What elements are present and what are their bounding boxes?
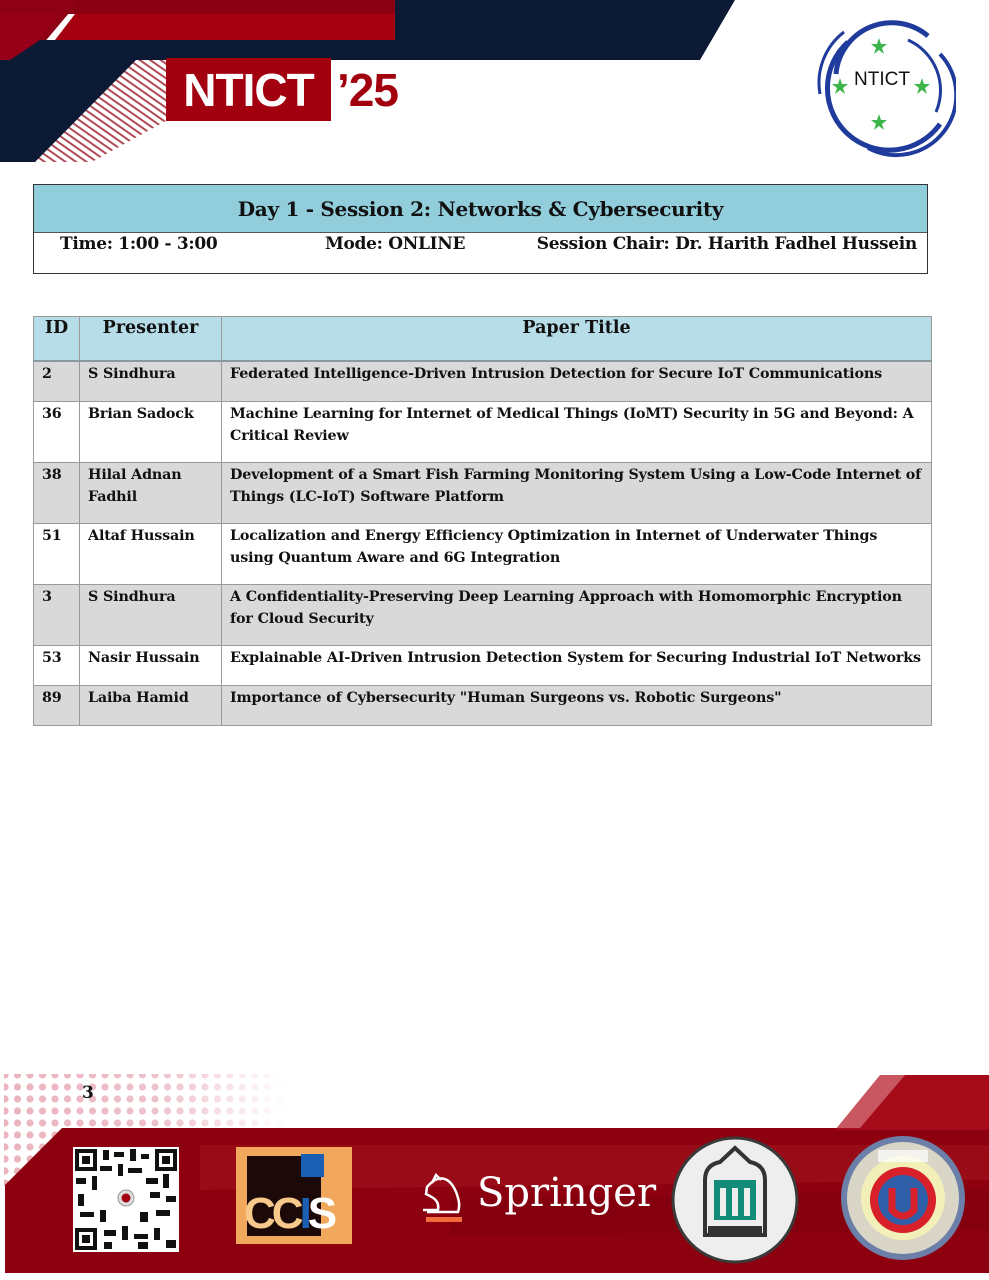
table-header-row	[34, 317, 932, 362]
presenter-name: Brian Sadock	[80, 402, 222, 463]
presenter-name: S Sindhura	[80, 585, 222, 646]
column-header-id: ID	[34, 317, 80, 362]
column-header-presenter: Presenter	[80, 317, 222, 362]
brand-name: NTICT	[183, 63, 314, 116]
paper-title: Machine Learning for Internet of Medical Things (IoMT) Security in 5G and Beyond: A Critical Review	[222, 402, 932, 463]
springer-wordmark: Springer	[477, 1170, 657, 1216]
brand-logo-box	[166, 58, 331, 121]
paper-id: 89	[34, 686, 80, 726]
session-chair: Session Chair: Dr. Harith Fadhel Hussein	[536, 234, 917, 254]
brand-year: ’25	[337, 63, 398, 116]
university-emblem-icon	[673, 1138, 797, 1262]
table-row	[34, 585, 932, 646]
presenter-name: Laiba Hamid	[80, 686, 222, 726]
session-mode: Mode: ONLINE	[325, 234, 466, 254]
paper-id: 38	[34, 463, 80, 524]
presenter-name: S Sindhura	[80, 361, 222, 402]
paper-id: 53	[34, 646, 80, 686]
qr-code-icon	[73, 1147, 179, 1252]
session-time: Time: 1:00 - 3:00	[60, 234, 218, 254]
ccis-i: I	[299, 1189, 308, 1238]
paper-id: 36	[34, 402, 80, 463]
table-row	[34, 463, 932, 524]
table-row	[34, 686, 932, 726]
table-row	[34, 361, 932, 402]
presenter-name: Altaf Hussain	[80, 524, 222, 585]
table-row	[34, 402, 932, 463]
star-icon	[871, 38, 887, 54]
paper-id: 2	[34, 361, 80, 402]
page-number: 3	[82, 1083, 94, 1103]
paper-title: Importance of Cybersecurity "Human Surgeons vs. Robotic Surgeons"	[222, 686, 932, 726]
session-meta	[34, 233, 927, 273]
paper-title: A Confidentiality-Preserving Deep Learning Approach with Homomorphic Encryption for Cloud Security	[222, 585, 932, 646]
ccis-wordmark	[244, 1189, 334, 1238]
session-title: Day 1 - Session 2: Networks & Cybersecurity	[34, 185, 927, 233]
presenter-name: Hilal Adnan Fadhil	[80, 463, 222, 524]
paper-title: Explainable AI-Driven Intrusion Detection System for Securing Industrial IoT Networks	[222, 646, 932, 686]
table-row	[34, 646, 932, 686]
presenter-name: Nasir Hussain	[80, 646, 222, 686]
paper-id: 3	[34, 585, 80, 646]
paper-title: Localization and Energy Efficiency Optimization in Internet of Underwater Things using Quantum Aware and 6G Integration	[222, 524, 932, 585]
papers-table	[33, 316, 932, 726]
paper-id: 51	[34, 524, 80, 585]
column-header-title: Paper Title	[222, 317, 932, 362]
logo-wordmark: NTICT	[854, 69, 910, 90]
ccis-cc: CC	[244, 1189, 300, 1238]
ccis-s: S	[307, 1189, 334, 1238]
session-info-box	[33, 184, 928, 274]
uitc-seal-icon	[841, 1136, 965, 1260]
paper-title: Federated Intelligence-Driven Intrusion Detection for Secure IoT Communications	[222, 361, 932, 402]
table-row	[34, 524, 932, 585]
paper-title: Development of a Smart Fish Farming Monitoring System Using a Low-Code Internet of Things (LC-IoT) Software Platform	[222, 463, 932, 524]
star-icon	[871, 114, 887, 130]
